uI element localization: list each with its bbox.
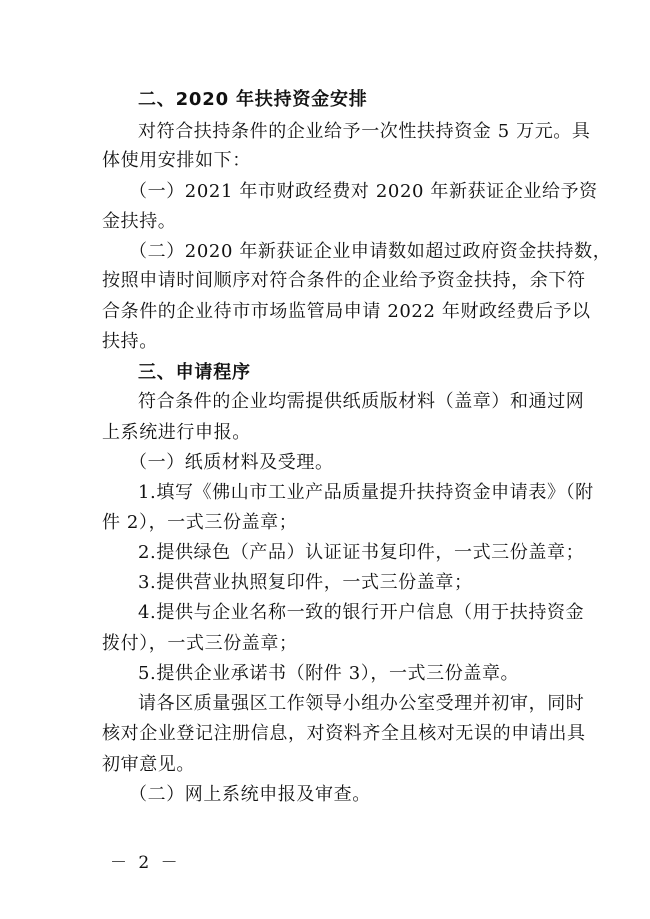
list-item: 3.提供营业执照复印件，一式三份盖章； (138, 572, 473, 593)
list-item-continuation: 拨付），一式三份盖章； (102, 633, 298, 654)
subsection-heading-online-application: （二）网上系统申报及审查。 (129, 784, 371, 805)
section-heading-application-procedure: 三、申请程序 (138, 362, 251, 383)
list-item: 1.填写《佛山市工业产品质量提升扶持资金申请表》（附 (138, 482, 594, 503)
paragraph-line: （二）2020 年新获证企业申请数如超过政府资金扶持数， (129, 241, 612, 262)
paragraph-line: 符合条件的企业均需提供纸质版材料（盖章）和通过网 (138, 391, 585, 412)
list-item-continuation: 件 2），一式三份盖章； (102, 512, 298, 533)
list-item: 4.提供与企业名称一致的银行开户信息（用于扶持资金 (138, 602, 585, 623)
paragraph-line: 上系统进行申报。 (102, 422, 251, 443)
paragraph-line: 金扶持。 (102, 211, 177, 232)
list-item: 5.提供企业承诺书（附件 3），一式三份盖章。 (138, 663, 520, 684)
paragraph-line: 体使用安排如下： (102, 150, 251, 171)
paragraph-line: 请各区质量强区工作领导小组办公室受理并初审，同时 (138, 693, 585, 714)
paragraph-line: 扶持。 (102, 331, 158, 352)
paragraph-line: （一）2021 年市财政经费对 2020 年新获证企业给予资 (129, 181, 598, 202)
list-item: 2.提供绿色（产品）认证证书复印件，一式三份盖章； (138, 542, 585, 563)
paragraph-line: 对符合扶持条件的企业给予一次性扶持资金 5 万元。具 (138, 121, 591, 142)
section-heading-funding-arrangement: 二、2020 年扶持资金安排 (138, 89, 368, 110)
paragraph-line: 合条件的企业待市市场监管局申请 2022 年财政经费后予以 (102, 301, 591, 322)
paragraph-line: 按照申请时间顺序对符合条件的企业给予资金扶持，余下符 (102, 270, 586, 291)
subsection-heading-paper-materials: （一）纸质材料及受理。 (129, 452, 334, 473)
page-number: － 2 － (110, 853, 181, 873)
paragraph-line: 核对企业登记注册信息，对资料齐全且核对无误的申请出具 (102, 723, 586, 744)
paragraph-line: 初审意见。 (102, 754, 195, 775)
